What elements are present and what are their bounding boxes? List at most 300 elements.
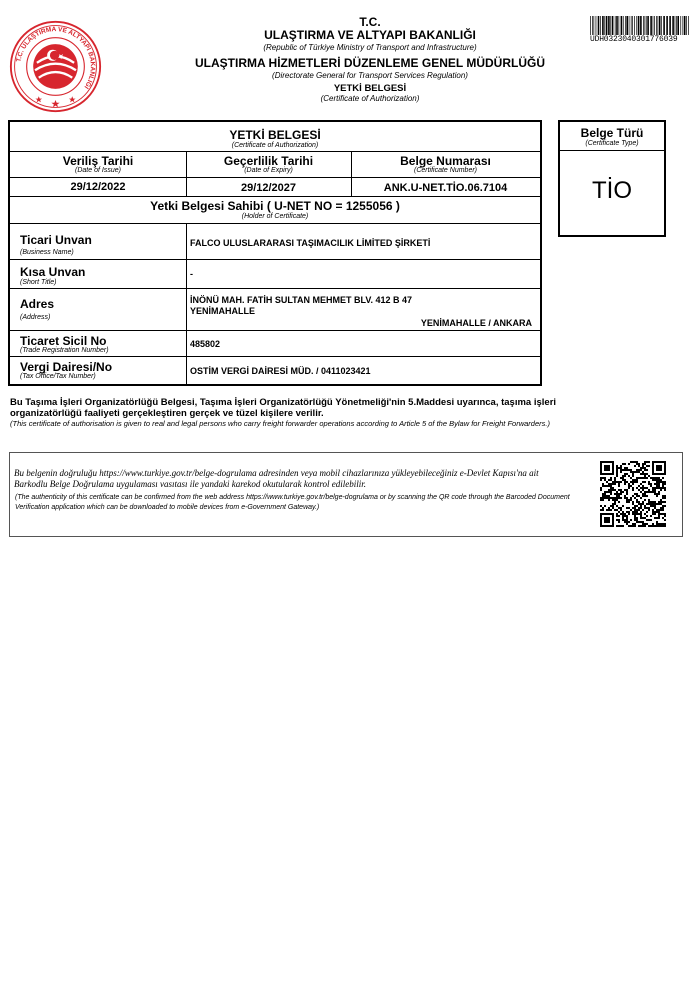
qr-module [620,467,622,469]
qr-module [600,477,602,479]
qr-module [626,519,628,521]
qr-module [642,525,644,527]
qr-module [642,523,644,525]
barcode-bar [616,16,618,35]
qr-module [662,513,664,515]
qr-module [626,521,628,523]
barcode-bar [650,16,652,35]
header-directorate-en: (Directorate General for Transport Services Regulation) [272,71,468,80]
qr-module [652,523,654,525]
qr-module [612,503,614,505]
qr-module [620,525,622,527]
qr-module [616,525,618,527]
qr-module [636,493,638,495]
issue-date-label-en: (Date of Issue) [75,167,121,174]
short-title-value: - [190,269,193,279]
legal-note-tr: Bu Taşıma İşleri Organizatörlüğü Belgesi, Taşıma İşleri Organizatörlüğü Yönetmeliği'nin 5.Maddesi uyarınca, taşıma işleri organizatörlüğü faaliyeti gerçekleştiren gerçek ve tüzel kişilere verilir. [10,397,557,419]
qr-module [640,515,642,517]
qr-module [632,483,634,485]
qr-module [664,483,666,485]
qr-module [654,525,656,527]
qr-module [642,465,644,467]
qr-module [646,461,648,463]
barcode-bar [596,16,597,35]
qr-module [660,501,662,503]
qr-module [626,511,628,513]
qr-module [640,525,642,527]
qr-module [662,517,664,519]
qr-module [664,487,666,489]
qr-module [602,477,604,479]
qr-module [624,483,626,485]
qr-module [656,511,658,513]
qr-module [618,519,620,521]
qr-module [664,505,666,507]
qr-module [662,509,664,511]
qr-module [648,519,650,521]
qr-module [608,509,610,511]
qr-module [622,517,624,519]
qr-module [616,493,618,495]
qr-module [632,489,634,491]
qr-module [600,487,602,489]
qr-module [602,509,604,511]
barcode-bar [656,16,657,35]
qr-module [628,521,630,523]
qr-module [632,475,634,477]
qr-module [642,503,644,505]
qr-module [636,511,638,513]
qr-module [644,495,646,497]
qr-module [614,497,616,499]
qr-module [626,489,628,491]
qr-module [646,523,648,525]
qr-module [614,499,616,501]
qr-module [644,525,646,527]
qr-module [624,521,626,523]
qr-module [622,519,624,521]
qr-module [634,517,636,519]
qr-module [662,505,664,507]
barcode-bar [629,16,630,35]
qr-module [618,495,620,497]
qr-module [660,479,662,481]
qr-module [642,493,644,495]
barcode-bar [669,16,671,35]
holder-label-en: (Holder of Certificate) [241,213,309,220]
document-header [160,16,580,103]
qr-module [636,521,638,523]
qr-module [654,501,656,503]
barcode-bar [625,16,626,35]
qr-module [632,495,634,497]
qr-module [640,491,642,493]
qr-module [618,485,620,487]
qr-module [602,493,604,495]
qr-module [616,481,618,483]
certificate-type-label-en: (Certificate Type) [585,140,639,147]
barcode-bar [602,16,604,35]
qr-module [636,519,638,521]
qr-module [620,489,622,491]
qr-module [602,499,604,501]
qr-module [648,501,650,503]
qr-module [630,469,632,471]
qr-module [646,477,648,479]
short-title-label: Kısa Unvan [20,265,86,279]
qr-module [646,491,648,493]
barcode-bar [684,16,686,35]
header-doc-title: YETKİ BELGESİ [333,83,407,94]
qr-module [632,473,634,475]
qr-module [616,475,618,477]
qr-module [640,505,642,507]
certificate-type-box [558,120,666,237]
qr-module [608,489,610,491]
qr-module [616,473,618,475]
qr-module [662,485,664,487]
qr-module [634,511,636,513]
barcode-bar [636,16,637,35]
qr-module [658,503,660,505]
qr-module [634,461,636,463]
qr-module [630,509,632,511]
qr-module [644,523,646,525]
address-label: Adres [20,297,55,311]
qr-module [622,511,624,513]
qr-module [642,521,644,523]
qr-module [624,479,626,481]
qr-module [600,497,602,499]
qr-module [636,487,638,489]
qr-module [646,469,648,471]
barcode-bar [610,16,611,35]
qr-module [626,481,628,483]
qr-module [664,513,666,515]
qr-module [608,507,610,509]
qr-module [652,525,654,527]
qr-module [658,477,660,479]
barcode-bar [594,16,595,35]
qr-module [660,523,662,525]
qr-module [658,523,660,525]
qr-module [614,501,616,503]
qr-module [620,465,622,467]
qr-module [644,499,646,501]
qr-module [656,495,658,497]
barcode-bar [606,16,608,35]
barcode-bar [661,16,662,35]
qr-module [656,487,658,489]
qr-module [638,509,640,511]
expiry-date-label-en: (Date of Expiry) [244,167,293,174]
qr-module [664,519,666,521]
qr-module [628,507,630,509]
barcode-bar [604,16,605,35]
qr-module [630,525,632,527]
qr-module [660,503,662,505]
qr-module [626,515,628,517]
qr-module [620,507,622,509]
qr-module [636,505,638,507]
qr-module [606,497,608,499]
qr-module [638,485,640,487]
qr-module [654,493,656,495]
qr-module [644,491,646,493]
qr-module [652,477,654,479]
qr-module [658,479,660,481]
qr-module [654,511,656,513]
qr-module [658,485,660,487]
qr-module [648,525,650,527]
qr-module [644,461,646,463]
qr-module [648,507,650,509]
qr-module [662,501,664,503]
certificate-number-label: Belge Numarası [400,154,491,168]
qr-module [660,525,662,527]
qr-module [664,501,666,503]
short-title-label-en: (Short Title) [20,279,57,286]
qr-module [614,489,616,491]
qr-module [624,481,626,483]
qr-module [608,479,610,481]
address-line2: YENİMAHALLE [190,306,255,316]
qr-module [656,509,658,511]
qr-module [662,507,664,509]
qr-module [640,467,642,469]
qr-module [648,465,650,467]
qr-module [624,497,626,499]
barcode-bar [592,16,593,35]
address-label-en: (Address) [20,314,51,321]
header-ministry: ULAŞTIRMA VE ALTYAPI BAKANLIĞI [264,28,476,42]
qr-module [624,473,626,475]
qr-module [610,509,612,511]
holder-label: Yetki Belgesi Sahibi ( U-NET NO = 1255056 ) [150,199,400,213]
verification-box [9,452,683,537]
qr-module [630,485,632,487]
qr-module [638,513,640,515]
qr-module [658,501,660,503]
qr-module [652,491,654,493]
qr-module [656,521,658,523]
qr-module [650,503,652,505]
qr-module [626,523,628,525]
qr-module [620,493,622,495]
verification-text-en: (The authenticity of this certificate can be confirmed from the web address https://www.turkiye.gov.tr/belge-dogrulama or by scanning the QR code through the Barcoded Document Verification application which can be downloaded to mobile devices from e-Government Gateway.) [15,494,570,511]
barcode-bar [658,16,659,35]
qr-module [662,495,664,497]
qr-module [648,461,650,463]
qr-module [636,461,638,463]
qr-module [656,481,658,483]
qr-module [618,515,620,517]
qr-module [662,525,664,527]
qr-module [636,501,638,503]
qr-module [628,525,630,527]
qr-module [618,511,620,513]
qr-module [618,521,620,523]
qr-module [620,477,622,479]
qr-module [640,497,642,499]
qr-module [600,489,602,491]
qr-module [658,493,660,495]
qr-module [648,509,650,511]
qr-module [652,505,654,507]
qr-module [624,519,626,521]
qr-module [636,479,638,481]
qr-module [642,471,644,473]
barcode-bar [680,16,681,35]
qr-module [632,511,634,513]
qr-module [626,499,628,501]
barcode-bar [590,16,591,35]
qr-module [620,513,622,515]
qr-module [652,503,654,505]
barcode [590,16,690,35]
qr-module [626,493,628,495]
qr-module [658,513,660,515]
qr-module [604,485,606,487]
qr-module [612,483,614,485]
qr-module [652,511,654,513]
barcode-bar [686,16,687,35]
qr-module [610,505,612,507]
qr-module [662,481,664,483]
qr-module [646,515,648,517]
qr-module [644,513,646,515]
qr-module [664,497,666,499]
barcode-bar [659,16,661,35]
qr-module [634,465,636,467]
header-doc-title-en: (Certificate of Authorization) [320,94,420,103]
qr-module [628,499,630,501]
qr-module [650,501,652,503]
qr-module [632,479,634,481]
header-ministry-en: (Republic of Türkiye Ministry of Transport and Infrastructure) [263,43,477,52]
qr-module [638,525,640,527]
qr-module [632,487,634,489]
qr-module [624,495,626,497]
qr-code[interactable] [600,461,666,527]
barcode-bar [666,16,668,35]
qr-module [632,461,634,463]
qr-module [632,507,634,509]
qr-module [612,487,614,489]
barcode-bar [640,16,642,35]
trade-reg-value: 485802 [190,339,221,349]
certificate-title-en: (Certificate of Authorization) [231,142,319,149]
qr-module [614,503,616,505]
qr-module [638,465,640,467]
qr-module [634,523,636,525]
barcode-bar [653,16,654,35]
qr-module [642,501,644,503]
qr-module [616,469,618,471]
address-line1: İNÖNÜ MAH. FATİH SULTAN MEHMET BLV. 412 B 47 [190,295,413,305]
qr-module [626,467,628,469]
qr-module [606,491,608,493]
qr-module [630,499,632,501]
qr-module [648,489,650,491]
qr-module [622,513,624,515]
qr-module [628,485,630,487]
qr-module [642,477,644,479]
qr-module [612,497,614,499]
tax-label: Vergi Dairesi/No [20,360,113,374]
qr-module [656,517,658,519]
qr-module [634,481,636,483]
qr-module [630,477,632,479]
qr-module [624,515,626,517]
qr-module [604,497,606,499]
qr-module [648,499,650,501]
qr-module [642,485,644,487]
qr-module [616,495,618,497]
qr-module [628,483,630,485]
qr-module [664,489,666,491]
barcode-bar [645,16,646,35]
qr-module [644,463,646,465]
qr-module [658,481,660,483]
qr-module [660,507,662,509]
qr-module [618,493,620,495]
business-name-value: FALCO ULUSLARARASI TAŞIMACILIK LİMİTED ŞİRKETİ [190,238,431,248]
qr-module [634,493,636,495]
barcode-bar [600,16,601,35]
qr-module [626,497,628,499]
qr-module [628,501,630,503]
qr-module [628,469,630,471]
qr-module [664,495,666,497]
qr-module [604,493,606,495]
legal-note [10,397,610,429]
qr-module [658,483,660,485]
qr-module [640,477,642,479]
barcode-bar [654,16,655,35]
qr-module [614,481,616,483]
qr-module [656,523,658,525]
qr-module [604,505,606,507]
qr-module [628,463,630,465]
qr-module [632,503,634,505]
qr-module [618,507,620,509]
qr-module [632,513,634,515]
certificate-number-label-en: (Certificate Number) [413,167,477,174]
barcode-bar [676,16,677,35]
qr-module [654,513,656,515]
qr-module [650,505,652,507]
barcode-bar [598,16,600,35]
qr-module [616,465,618,467]
qr-module [632,525,634,527]
barcode-bar [663,16,665,35]
qr-module [632,501,634,503]
qr-module [636,463,638,465]
qr-module [662,523,664,525]
qr-module [628,475,630,477]
qr-module [616,515,618,517]
certificate-number-value: ANK.U-NET.TİO.06.7104 [383,182,508,194]
qr-module [634,497,636,499]
qr-module [604,479,606,481]
qr-module [638,501,640,503]
qr-module [656,477,658,479]
qr-module [632,523,634,525]
qr-module [610,489,612,491]
qr-module [620,471,622,473]
qr-module [622,469,624,471]
